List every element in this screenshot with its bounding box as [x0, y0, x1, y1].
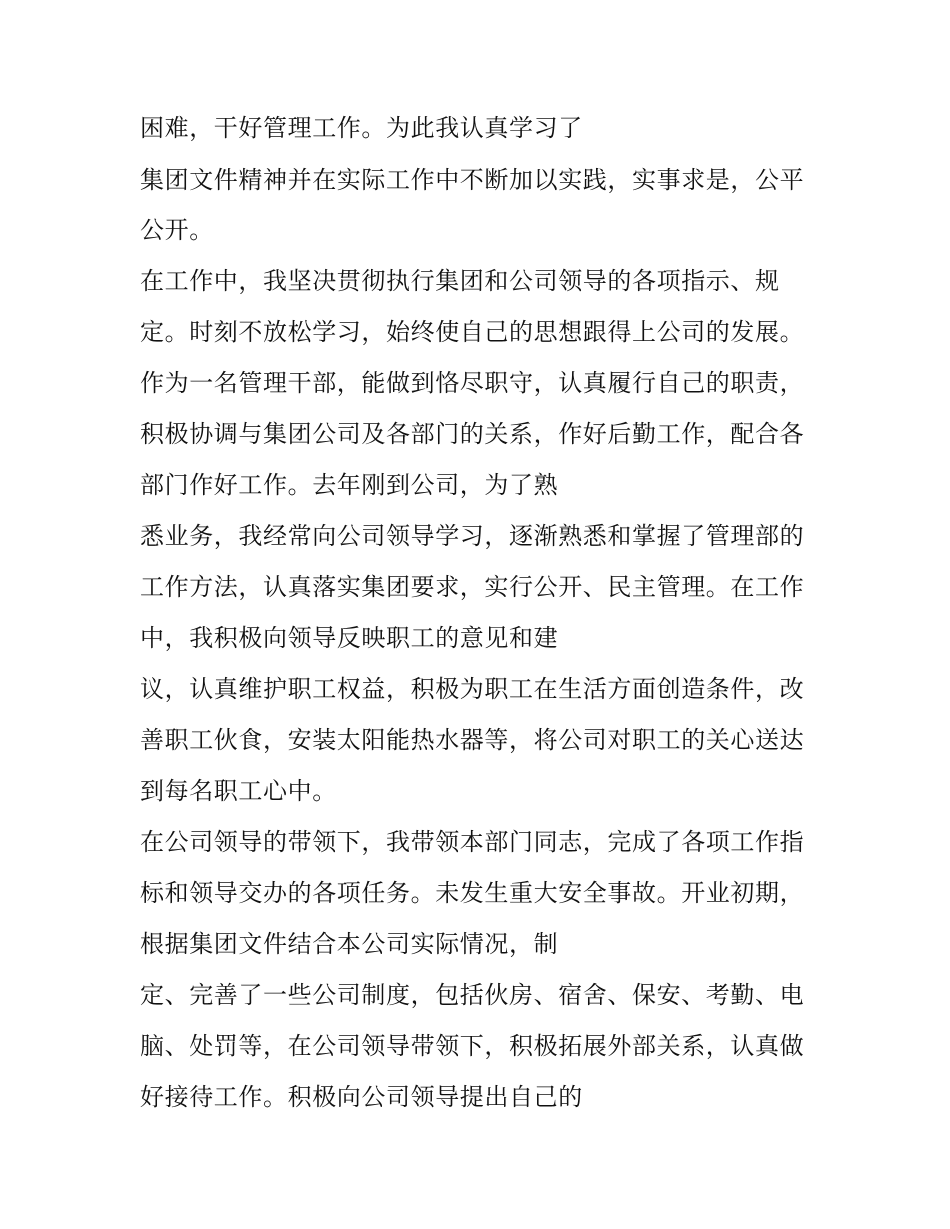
text-line: 议，认真维护职工权益，积极为职工在生活方面创造条件，改: [140, 675, 805, 703]
text-line: 悉业务，我经常向公司领导学习，逐渐熟悉和掌握了管理部的: [140, 522, 805, 550]
text-line: 根据集团文件结合本公司实际情况，制: [140, 930, 559, 958]
text-line: 善职工伙食，安装太阳能热水器等，将公司对职工的关心送达: [140, 726, 805, 754]
text-line: 脑、处罚等，在公司领导带领下，积极拓展外部关系，认真做: [140, 1032, 805, 1060]
text-line: 标和领导交办的各项任务。未发生重大安全事故。开业初期，: [140, 879, 805, 907]
text-line: 在工作中，我坚决贯彻执行集团和公司领导的各项指示、规: [140, 267, 780, 295]
text-line: 定、完善了一些公司制度，包括伙房、宿舍、保安、考勤、电: [140, 981, 805, 1009]
text-line: 集团文件精神并在实际工作中不断加以实践，实事求是，公平: [140, 166, 805, 194]
text-line: 定。时刻不放松学习，始终使自己的思想跟得上公司的发展。: [140, 318, 805, 346]
text-line: 作为一名管理干部，能做到恪尽职守，认真履行自己的职责，: [140, 369, 805, 397]
text-line: 好接待工作。积极向公司领导提出自己的: [140, 1083, 583, 1111]
text-line: 困难，干好管理工作。为此我认真学习了: [140, 114, 583, 142]
text-line: 工作方法，认真落实集团要求，实行公开、民主管理。在工作: [140, 573, 805, 601]
text-line: 积极协调与集团公司及各部门的关系，作好后勤工作，配合各: [140, 420, 805, 448]
text-line: 在公司领导的带领下，我带领本部门同志，完成了各项工作指: [140, 828, 805, 856]
text-line: 公开。: [140, 216, 214, 244]
text-line: 到每名职工心中。: [140, 777, 337, 805]
text-line: 部门作好工作。去年刚到公司，为了熟: [140, 471, 559, 499]
text-line: 中，我积极向领导反映职工的意见和建: [140, 624, 559, 652]
